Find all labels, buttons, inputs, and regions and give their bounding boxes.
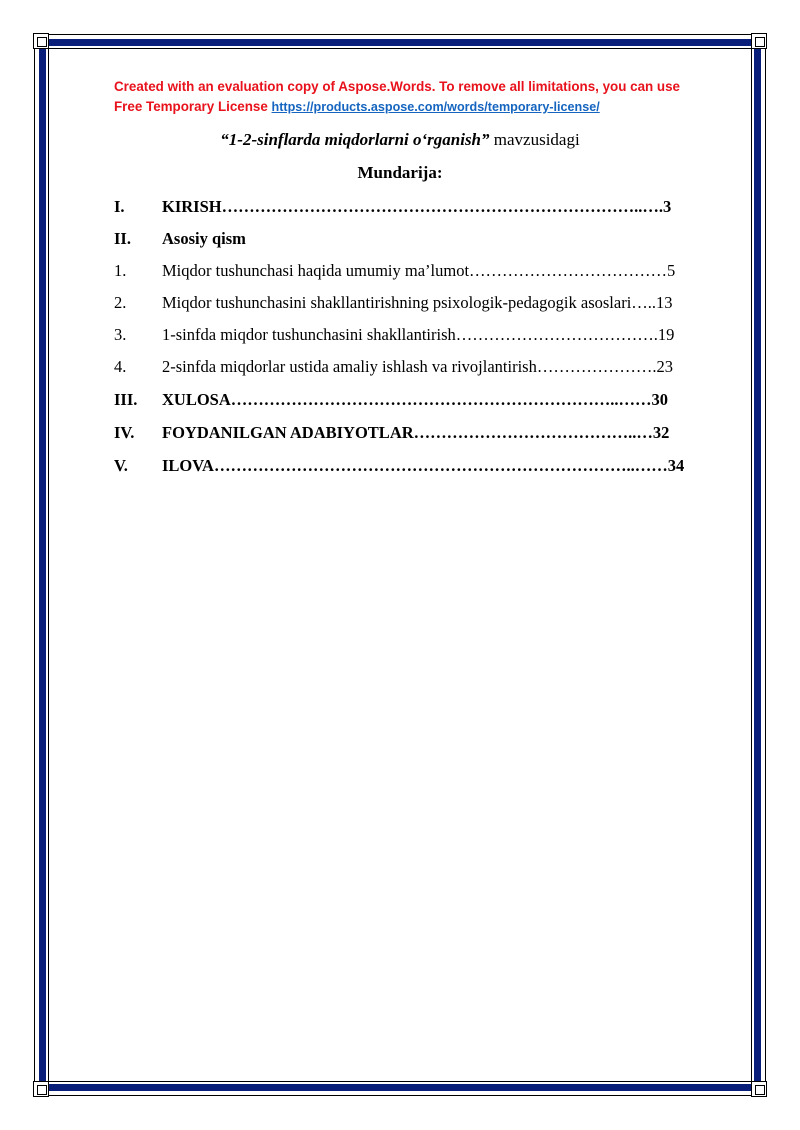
toc-entry-number: V. [114, 456, 128, 475]
toc-entry-number: 2. [114, 293, 127, 312]
license-link[interactable]: https://products.aspose.com/words/temporary-license/ [271, 100, 600, 114]
toc-entry-text: XULOSA……………………………………………………………..……30 [162, 390, 669, 409]
toc-entry [114, 388, 742, 412]
subtitle-suffix: mavzusidagi [489, 130, 580, 149]
toc-entry [114, 259, 742, 283]
toc-heading: Mundarija: [357, 163, 443, 182]
corner-ornament-bottom-right [751, 1081, 767, 1097]
toc-entry [114, 421, 742, 445]
toc-entry-text: KIRISH…………………………………………………………………..….3 [162, 197, 672, 216]
evaluation-notice-line1: Created with an evaluation copy of Aspose.Words. To remove all limitations, you can use [114, 79, 681, 94]
toc-entry-text: Asosiy qism [162, 229, 246, 248]
corner-ornament-top-left [33, 33, 49, 49]
toc-entry-text: Miqdor tushunchasini shakllantirishning psixologik-pedagogik asoslari…..13 [162, 293, 673, 312]
toc-entry [114, 454, 742, 478]
toc-entry-text: 1-sinfda miqdor tushunchasini shakllantirish……………………………….19 [162, 325, 675, 344]
toc-entry-text: Miqdor tushunchasi haqida umumiy ma’lumot………………………………5 [162, 261, 676, 280]
toc-entry [114, 355, 742, 379]
toc-entry-number: I. [114, 197, 125, 216]
evaluation-notice-line2 [114, 97, 754, 117]
toc-entry-text: ILOVA…………………………………………………………………..……34 [162, 456, 685, 475]
toc-entry [114, 227, 742, 251]
corner-ornament-bottom-left [33, 1081, 49, 1097]
document-subtitle [0, 130, 800, 150]
toc-entry [114, 291, 742, 315]
toc-entry-number: IV. [114, 423, 135, 442]
toc-entry [114, 323, 742, 347]
toc-entry-number: 4. [114, 357, 127, 376]
subtitle-topic: “1-2-sinflarda miqdorlarni o‘rganish” [220, 130, 490, 149]
toc-entry-number: 1. [114, 261, 127, 280]
corner-ornament-top-right [751, 33, 767, 49]
evaluation-notice-prefix: Free Temporary License [114, 99, 272, 114]
toc-entry-text: FOYDANILGAN ADABIYOTLAR…………………………………..…32 [162, 423, 670, 442]
toc-entry-number: 3. [114, 325, 127, 344]
toc-entry-text: 2-sinfda miqdorlar ustida amaliy ishlash va rivojlantirish………………….23 [162, 357, 673, 376]
toc-entry-number: II. [114, 229, 131, 248]
toc-entry-number: III. [114, 390, 138, 409]
evaluation-notice [114, 77, 754, 117]
toc-entry [114, 195, 742, 219]
